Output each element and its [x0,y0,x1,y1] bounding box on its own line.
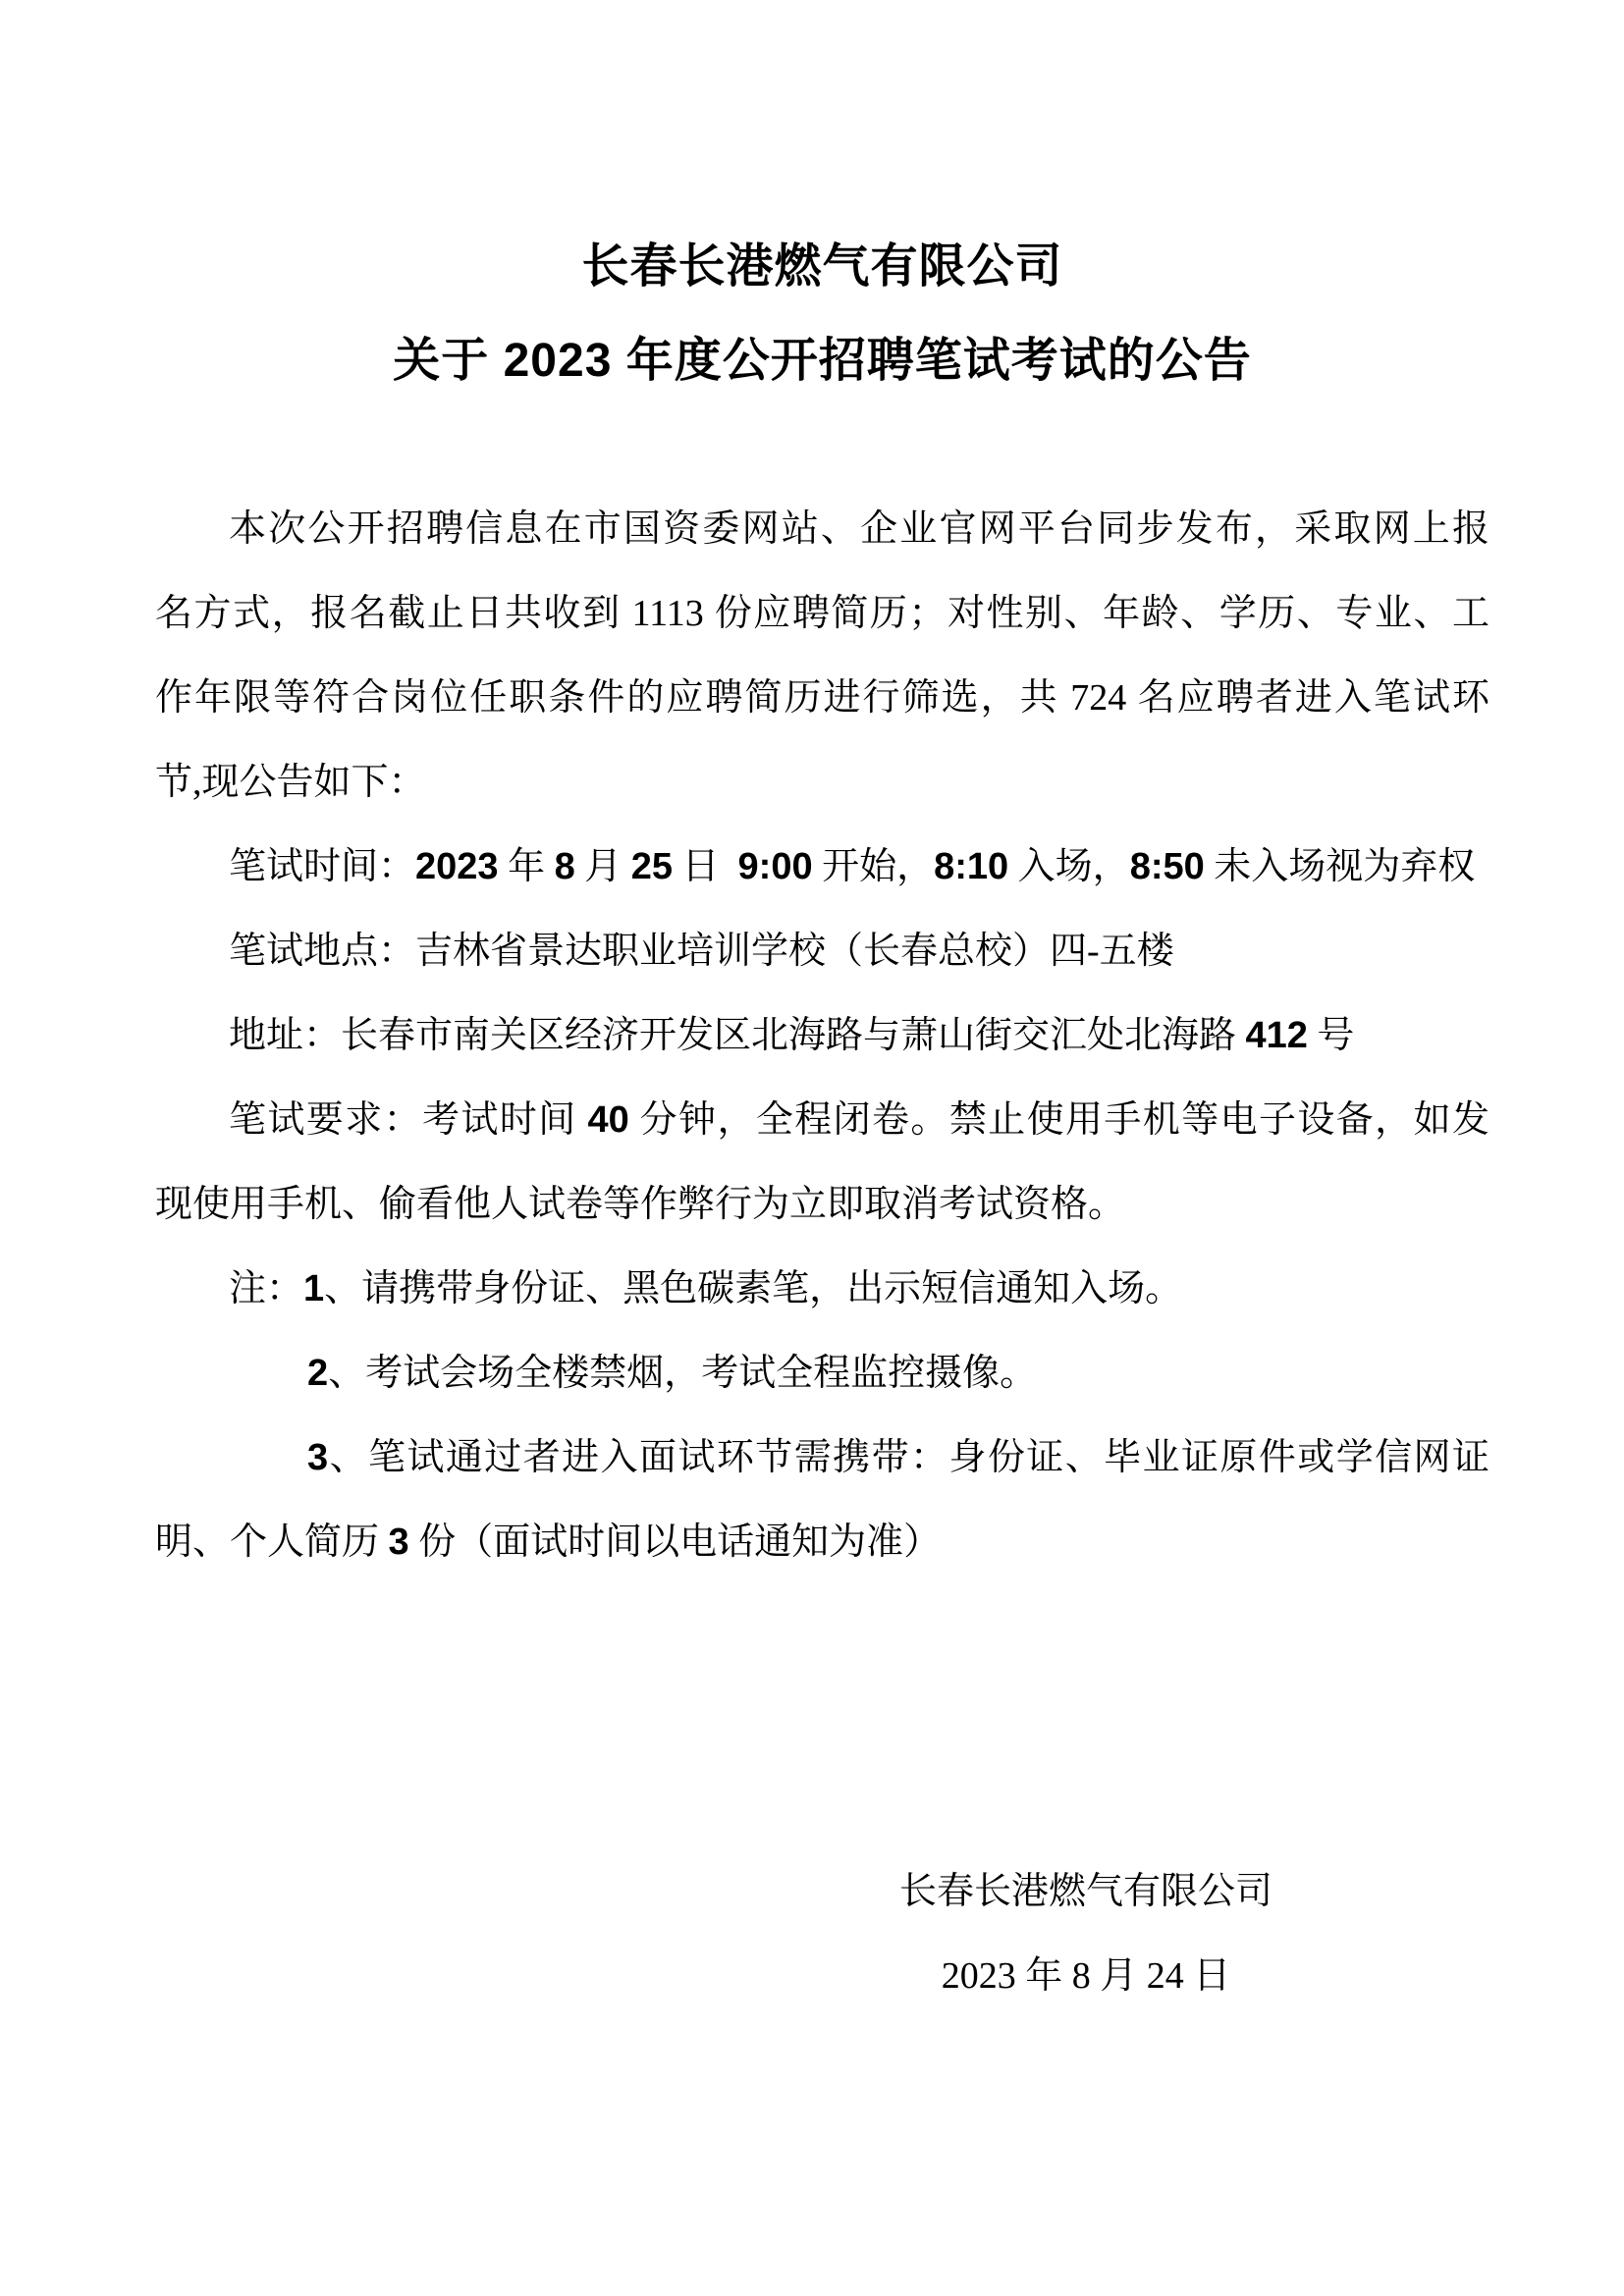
body-line-segment: 明、个人简历 [155,1522,389,1563]
body-line [155,909,1489,993]
body-line [155,1162,1489,1247]
body-line-segment: 、考试会场全楼禁烟，考试全程监控摄像。 [328,1353,1038,1394]
body-line-segment: 8:50 [1129,846,1205,887]
body-line [155,1331,1489,1415]
body-line [155,571,1489,656]
body-line-segment: 2 [307,1353,329,1394]
body-line-segment: 40 [587,1099,629,1141]
body-line-segment: 笔试地点：吉林省景达职业培训学校（长春总校）四-五楼 [229,931,1174,972]
signature-date: 2023 年 8 月 24 日 [941,1955,1231,1997]
document-body [155,487,1489,1584]
body-line-segment: 日 [673,846,738,887]
body-line-segment: 入场， [1008,846,1130,887]
body-line [155,740,1489,825]
body-line-segment: 3 [388,1522,409,1563]
body-line-segment: 8 [554,846,575,887]
body-line-segment: 412 [1245,1015,1308,1056]
body-line-segment: 现使用手机、偷看他人试卷等作弊行为立即取消考试资格。 [155,1184,1126,1225]
body-line-segment: 月 [574,846,631,887]
body-line-segment: 名方式，报名截止日共收到 1113 份应聘简历；对性别、年龄、学历、专业、工 [155,593,1489,634]
body-line-segment: 注： [229,1268,304,1309]
body-line-segment: 开始， [812,846,935,887]
body-line-segment: 笔试要求：考试时间 [229,1099,588,1141]
body-line [155,993,1489,1078]
body-line-segment: 3 [307,1437,329,1478]
body-line [155,1500,1489,1584]
body-line-segment: 2023 [415,846,499,887]
body-line-segment: 、笔试通过者进入面试环节需携带：身份证、毕业证原件或学信网证 [328,1437,1489,1478]
body-line-segment: 25 [630,846,674,887]
body-line-segment: 、请携带身份证、黑色碳素笔，出示短信通知入场。 [324,1268,1183,1309]
signature-company: 长春长港燃气有限公司 [898,1871,1272,1912]
body-line [155,1078,1489,1162]
body-line-segment: 未入场视为弃权 [1204,846,1476,887]
body-line-segment: 9:00 [737,846,813,887]
body-line [155,1247,1489,1331]
signature-block [899,1849,1272,2018]
body-line [155,825,1489,909]
body-line-segment: 8:10 [934,846,1009,887]
body-line [155,656,1489,740]
body-line [155,1415,1489,1500]
body-line-segment: 份（面试时间以电话通知为准） [408,1522,942,1563]
document-title-line1: 长春长港燃气有限公司 [581,240,1063,293]
body-line-segment: 号 [1307,1015,1355,1056]
body-line-segment: 年 [498,846,555,887]
body-line-segment: 本次公开招聘信息在市国资委网站、企业官网平台同步发布，采取网上报 [229,508,1489,550]
body-line-segment: 地址：长春市南关区经济开发区北海路与萧山街交汇处北海路 [229,1015,1246,1056]
body-line-segment: 1 [303,1268,325,1309]
body-line-segment: 分钟，全程闭卷。禁止使用手机等电子设备，如发 [628,1099,1489,1141]
body-line-segment: 作年限等符合岗位任职条件的应聘简历进行筛选，共 724 名应聘者进入笔试环 [155,677,1489,719]
body-line-segment: 笔试时间： [229,846,416,887]
body-line [155,487,1489,571]
body-line-segment: 节,现公告如下： [155,762,426,803]
document-title-line2: 关于 2023 年度公开招聘笔试考试的公告 [393,335,1252,387]
